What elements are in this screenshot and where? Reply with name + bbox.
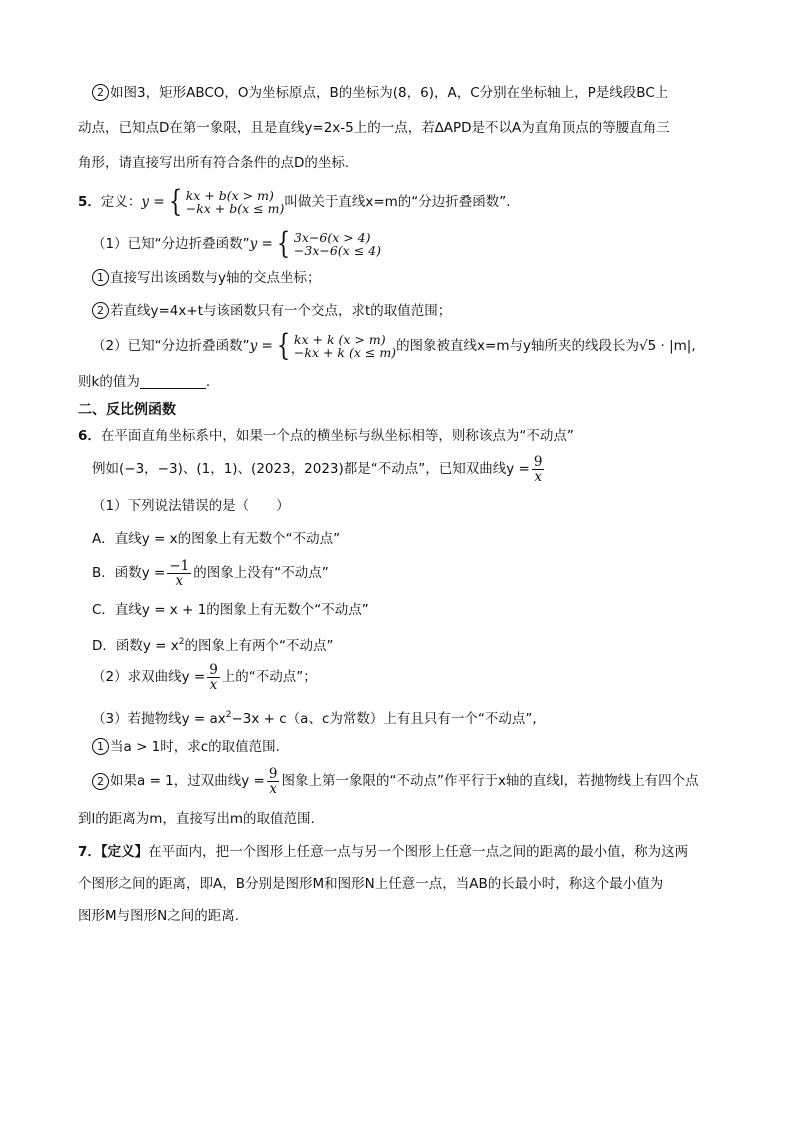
q4-part2-line1: 2 如图3，矩形ABCO，O为坐标原点，B的坐标为(8，6)，A，C分别在坐标轴上，P是线段BC上 (92, 83, 668, 103)
q5-part1: （1）已知“分边折叠函数” y = { 3x−6(x > 4) −3x−6(x ≤ 4) (92, 226, 381, 261)
fraction: $\frac{9}{x}$ (268, 765, 278, 797)
fraction: $\frac{-1}{x}$ (169, 557, 190, 589)
q7-line2: 个图形之间的距离，即A，B分别是图形M和图形N上任意一点，当AB的长最小时，称这个最小值为 (78, 876, 664, 892)
q6-option-a: A．直线y = x的图象上有无数个“不动点” (92, 531, 341, 547)
q5-sub2: 2 若直线y=4x+t与该函数只有一个交点，求t的取值范围； (92, 301, 451, 321)
piecewise-cases-1: 3x−6(x > 4) −3x−6(x ≤ 4) (293, 230, 381, 258)
piecewise-cases: kx + b(x > m) −kx + b(x ≤ m) (185, 188, 285, 216)
section-title: 二、反比例函数 (78, 402, 176, 418)
q6-option-d: D．函数$y = x^2$的图象上有两个“不动点” (92, 637, 334, 654)
q6-part3: （3）若抛物线$y = ax^2-3x + c(a$、c为常数）上有且只有一个“不动点”, (92, 710, 537, 727)
piecewise-cases-2: kx + k (x > m) −kx + k (x ≤ m) (293, 332, 397, 360)
q4-part2-line3: 角形，请直接写出所有符合条件的点D的坐标. (78, 155, 350, 171)
fraction: $\frac{9}{x}$ (209, 661, 218, 693)
q6-part1: （1）下列说法错误的是（ ） (92, 498, 290, 514)
q6-part2: （2）求双曲线y = $\frac{9}{x}$ 上的“不动点”； (92, 661, 317, 693)
q6-intro: 6．在平面直角坐标系中，如果一个点的横坐标与纵坐标相等，则称该点为“不动点” (78, 428, 574, 444)
q6-example: 例如(−3，−3)、(1，1)、(2023，2023)都是“不动点”，已知双曲线y = $\frac{9}{x}$ (92, 453, 543, 485)
answer-blank[interactable] (140, 374, 206, 389)
fraction: $\frac{9}{x}$ (533, 453, 543, 485)
q7-line1: 7．【定义】在平面内，把一个图形上任意一点与另一个图形上任意一点之间的距离的最小值，称为这两 (78, 844, 689, 860)
q7-line3: 图形M与图形N之间的距离. (78, 908, 240, 924)
q6-sub1: 1 当a > 1时，求c的取值范围. (92, 737, 280, 757)
q6-sub2-line2: 到l的距离为m，直接写出m的取值范围. (78, 811, 315, 827)
q5-sub1: 1 直接写出该函数与y轴的交点坐标； (92, 268, 321, 288)
q6-sub2: 2 如果a = 1，过双曲线y = $\frac{9}{x}$ 图象上第一象限的“不动点”作平行于x轴的直线l，若抛物线上有四个点 (92, 764, 699, 798)
q5-definition: 5． 定义： y = { kx + b(x > m) −kx + b(x ≤ m) 叫做关于直线x=m的“分边折叠函数”. (78, 184, 511, 219)
q5-part2: （2）已知“分边折叠函数” y = { kx + k (x > m) −kx + k (x ≤ m) 的图象被直线x=m与y轴所夹的线段长为√5 · |m|, (92, 328, 696, 363)
q6-option-b: B．函数y = $\frac{-1}{x}$ 的图象上没有“不动点” (92, 557, 329, 589)
q4-part2-line2: 动点，已知点D在第一象限，且是直线y=2x-5上的一点，若∆APD是不以A为直角顶点的等腰直角三 (78, 120, 670, 136)
q5-part2-answer: 则k的值为 . (78, 374, 211, 390)
circled-two: 2 (92, 84, 109, 101)
q6-option-c: C．直线y = x + 1的图象上有无数个“不动点” (92, 602, 369, 618)
